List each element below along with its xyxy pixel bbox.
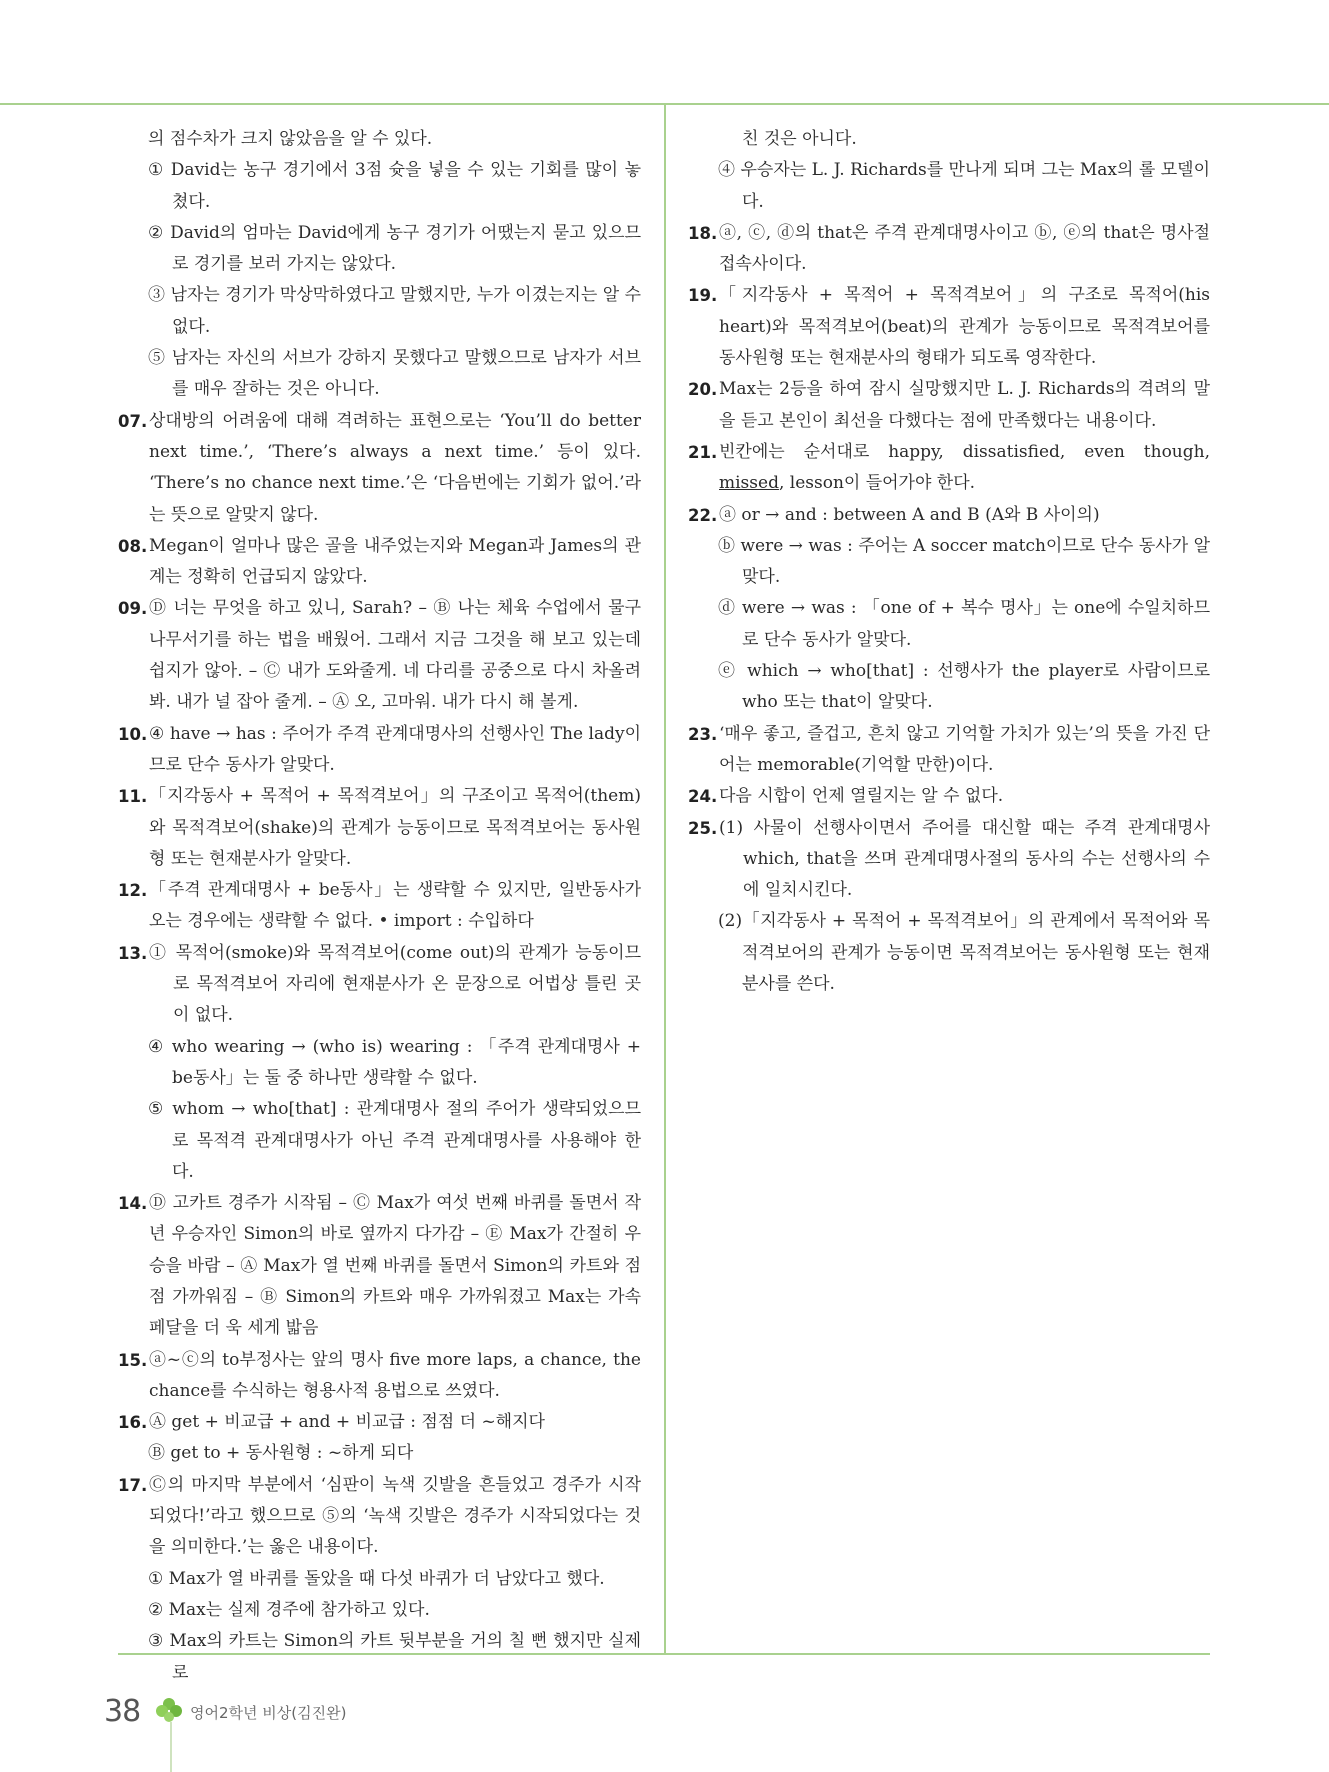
right-column [688, 124, 1210, 1000]
answer-text: ⓐ, ⓒ, ⓓ의 that은 주격 관계대명사이고 ⓑ, ⓔ의 that은 명사절 접속사이다. [719, 222, 1210, 275]
answer-item [118, 406, 641, 531]
answer-item [118, 781, 641, 875]
answer-text: 「지각동사 + 목적어 + 목적격보어」의 구조로 목적어(his heart)와 목적격보어(beat)의 관계가 능동이므로 목적격보어를 동사원형 또는 현재분사의 형태가 되도록 영작한다. [719, 285, 1210, 369]
answer-number: 07. [118, 411, 148, 431]
answer-number: 08. [118, 536, 148, 556]
answer-item [118, 938, 641, 1032]
answer-text: ⓐ~ⓒ의 to부정사는 앞의 명사 five more laps, a chance, the chance를 수식하는 형용사적 용법으로 쓰였다. [149, 1349, 641, 1401]
sub-item: ① Max가 열 바퀴를 돌았을 때 다섯 바퀴가 더 남았다고 했다. [148, 1568, 605, 1589]
answer-text: Ⓓ 고카트 경주가 시작됨 – Ⓒ Max가 여섯 번째 바퀴를 돌면서 작년 우승자인 Simon의 바로 옆까지 다가감 – Ⓔ Max가 간절히 우승을 바람 – Ⓐ Max가 열 번째 바퀴를 돌면서 Simon의 카트와 점점 가까워짐 – Ⓑ Simon의 카트와 매우 가까워졌고 Max는 가속 페달을 더 욱 세게 밟음 [149, 1193, 641, 1339]
answer-text: 「지각동사 + 목적어 + 목적격보어」의 구조이고 목적어(them)와 목적격보어(shake)의 관계가 능동이므로 목적격보어는 동사원형 또는 현재분사가 알맞다. [149, 786, 641, 869]
answer-item [688, 218, 1210, 281]
answer-number: 11. [118, 787, 148, 807]
sub-item: ⓑ were → was : 주어는 A soccer match이므로 단수 동사가 알맞다. [718, 535, 1210, 588]
answer-text: Max는 2등을 하여 잠시 실망했지만 L. J. Richards의 격려의 말을 듣고 본인이 최선을 다했다는 점에 만족했다는 내용이다. [719, 379, 1210, 431]
answer-text: (1) 사물이 선행사이면서 주어를 대신할 때는 주격 관계대명사 which, that을 쓰며 관계대명사절의 동사의 수는 선행사의 수에 일치시킨다. [719, 817, 1210, 901]
answer-text: Ⓓ 너는 무엇을 하고 있니, Sarah? – Ⓑ 나는 체육 수업에서 물구나무서기를 하는 법을 배웠어. 그래서 지금 그것을 해 보고 있는데 쉽지가 않아. – Ⓒ 내가 도와줄게. 네 다리를 공중으로 다시 차올려봐. 내가 널 잡아 줄게. – Ⓐ 오, 고마워. 내가 다시 해 볼게. [149, 598, 641, 713]
answer-item [688, 280, 1210, 374]
answer-text: ‘매우 좋고, 즐겁고, 흔치 않고 기억할 가치가 있는’의 뜻을 가진 단어는 memorable(기억할 만한)이다. [719, 723, 1210, 775]
sub-item: ⑤ 남자는 자신의 서브가 강하지 못했다고 말했으므로 남자가 서브를 매우 잘하는 것은 아니다. [148, 348, 641, 400]
book-title: 영어2학년 비상(김진완) [190, 1704, 347, 1722]
footer-stem-decoration [170, 1722, 172, 1772]
sub-item: ③ 남자는 경기가 막상막하였다고 말했지만, 누가 이겼는지는 알 수 없다. [148, 285, 641, 337]
answer-item [118, 1407, 641, 1438]
answer-number: 16. [118, 1413, 148, 1433]
sub-item: ④ 우승자는 L. J. Richards를 만나게 되며 그는 Max의 롤 모델이다. [718, 160, 1210, 212]
answer-number: 20. [688, 380, 718, 400]
left-column [118, 124, 641, 1689]
sub-item: (2)「지각동사 + 목적어 + 목적격보어」의 관계에서 목적어와 목적격보어의 관계가 능동이면 목적격보어는 동사원형 또는 현재분사를 쓴다. [718, 911, 1210, 995]
answer-number: 22. [688, 505, 718, 525]
continuation-text: 의 점수차가 크지 않았음을 알 수 있다. [148, 129, 433, 149]
sub-item: ③ Max의 카트는 Simon의 카트 뒷부분을 거의 칠 뻔 했지만 실제로 [148, 1631, 641, 1683]
answer-number: 14. [118, 1194, 148, 1214]
answer-text: Ⓐ get + 비교급 + and + 비교급 : 점점 더 ~해지다 [149, 1412, 545, 1433]
answer-item [118, 719, 641, 782]
answer-item [688, 813, 1210, 907]
answer-text: ① 목적어(smoke)와 목적격보어(come out)의 관계가 능동이므로 목적격보어 자리에 현재분사가 온 문장으로 어법상 틀린 곳이 없다. [149, 942, 641, 1026]
sub-item: ① David는 농구 경기에서 3점 슛을 넣을 수 있는 기회를 많이 놓쳤다. [148, 160, 641, 212]
sub-item: ② Max는 실제 경주에 참가하고 있다. [148, 1599, 430, 1620]
answer-text: 빈칸에는 순서대로 happy, dissatisfied, even though, missed, lesson이 들어가야 한다. [719, 441, 1210, 494]
answer-number: 17. [118, 1475, 148, 1495]
sub-item: ⓔ which → who[that] : 선행사가 the player로 사람이므로 who 또는 that이 알맞다. [718, 661, 1210, 713]
answer-item [688, 781, 1210, 812]
column-divider [664, 105, 666, 1655]
clover-icon [154, 1696, 184, 1726]
answer-item [118, 1188, 641, 1344]
sub-item: Ⓑ get to + 동사원형 : ~하게 되다 [148, 1443, 414, 1464]
answer-number: 13. [118, 943, 148, 963]
answer-number: 12. [118, 881, 148, 901]
answer-item [118, 593, 641, 718]
sub-item: ⓓ were → was : 「one of + 복수 명사」는 one에 수일치하므로 단수 동사가 알맞다. [718, 598, 1210, 650]
answer-item [118, 1470, 641, 1564]
answer-text: 「주격 관계대명사 + be동사」는 생략할 수 있지만, 일반동사가 오는 경우에는 생략할 수 없다. • import : 수입하다 [149, 880, 641, 932]
sub-item: ⑤ whom → who[that] : 관계대명사 절의 주어가 생략되었으므로 목적격 관계대명사가 아닌 주격 관계대명사를 사용해야 한다. [148, 1099, 641, 1182]
answer-text: 다음 시합이 언제 열릴지는 알 수 없다. [719, 786, 1004, 807]
answer-number: 19. [688, 286, 718, 306]
answer-number: 18. [688, 223, 718, 243]
sub-item: ④ who wearing → (who is) wearing : 「주격 관계대명사 + be동사」는 둘 중 하나만 생략할 수 없다. [148, 1036, 641, 1088]
answer-item [118, 1345, 641, 1408]
answer-number: 10. [118, 724, 148, 744]
answer-item [688, 500, 1210, 531]
page-number: 38 [104, 1694, 141, 1729]
answer-number: 25. [688, 818, 718, 838]
answer-number: 15. [118, 1350, 148, 1370]
answer-number: 24. [688, 787, 718, 807]
answer-text: Ⓒ의 마지막 부분에서 ‘심판이 녹색 깃발을 흔들었고 경주가 시작되었다!’라고 했으므로 ⑤의 ‘녹색 깃발은 경주가 시작되었다는 것을 의미한다.’는 옳은 내용이다. [149, 1474, 641, 1558]
answer-number: 21. [688, 442, 718, 462]
answer-item [688, 374, 1210, 437]
answer-item [688, 719, 1210, 782]
answer-item [688, 437, 1210, 500]
answer-text: ④ have → has : 주어가 주격 관계대명사의 선행사인 The lady이므로 단수 동사가 알맞다. [149, 723, 641, 775]
answer-text: ⓐ or → and : between A and B (A와 B 사이의) [719, 504, 1100, 525]
answer-item [118, 875, 641, 938]
sub-item: ② David의 엄마는 David에게 농구 경기가 어땠는지 묻고 있으므로 경기를 보러 가지는 않았다. [148, 222, 641, 275]
answer-text: 상대방의 어려움에 대해 격려하는 표현으로는 ‘You’ll do better next time.’, ‘There’s always a next time.’ 등이 있다. ‘There’s no chance next time.’은 ‘다음번에는 기회가 없어.’라는 뜻으로 알맞지 않다. [149, 410, 641, 525]
answer-number: 09. [118, 599, 148, 619]
answer-text: Megan이 얼마나 많은 골을 내주었는지와 Megan과 James의 관계는 정확히 언급되지 않았다. [149, 535, 641, 588]
sub-item: 친 것은 아니다. [742, 129, 857, 149]
answer-number: 23. [688, 724, 718, 744]
answer-item [118, 531, 641, 594]
